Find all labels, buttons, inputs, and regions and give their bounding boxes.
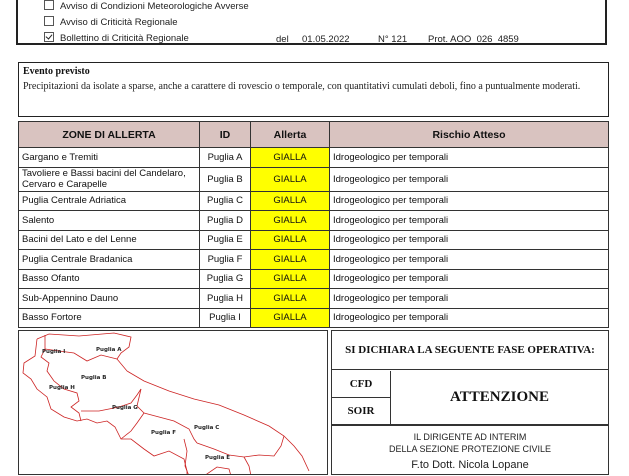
checkbox-row-avviso-criticita[interactable] <box>44 16 178 30</box>
checkbox-label: Bollettino di Criticità Regionale <box>60 33 189 44</box>
expected-risk: Idrogeologico per temporali <box>330 269 609 289</box>
zone-id: Puglia H <box>200 289 251 309</box>
signature-name: F.to Dott. Nicola Lopane <box>411 459 529 471</box>
table-header-row <box>19 122 609 148</box>
zone-id: Puglia I <box>200 308 251 328</box>
zone-name: Bacini del Lato e del Lenne <box>19 230 200 250</box>
bulletin-number: N° 121 <box>378 34 408 45</box>
signature-role-line1: IL DIRIGENTE AD INTERIM <box>413 432 527 442</box>
table-row <box>19 148 609 168</box>
evento-text: Precipitazioni da isolate a sparse, anche a carattere di rovescio o temporale, con quantitativi cumulati deboli, fino a puntualmente moderati. <box>23 81 581 92</box>
checkbox-row-bollettino[interactable] <box>44 32 189 46</box>
alert-level: GIALLA <box>251 289 330 309</box>
del-label: del <box>276 34 289 45</box>
checkbox-row-avviso-meteo[interactable] <box>44 0 249 14</box>
zone-id: Puglia D <box>200 211 251 231</box>
expected-risk: Idrogeologico per temporali <box>330 250 609 270</box>
signature-role-line2: DELLA SEZIONE PROTEZIONE CIVILE <box>388 444 552 454</box>
map-label-puglia-i: Puglia I <box>42 349 66 355</box>
checkbox-bollettino-checked[interactable] <box>44 32 54 42</box>
zone-name: Basso Ofanto <box>19 269 200 289</box>
zone-name: Gargano e Tremiti <box>19 148 200 168</box>
alert-level: GIALLA <box>251 148 330 168</box>
border-g-c <box>144 413 197 443</box>
expected-risk: Idrogeologico per temporali <box>330 230 609 250</box>
alert-level: GIALLA <box>251 308 330 328</box>
map-labels <box>42 347 230 461</box>
table-row <box>19 250 609 270</box>
fase-title: SI DICHIARA LA SEGUENTE FASE OPERATIVA: <box>332 331 608 370</box>
alert-level: GIALLA <box>251 167 330 191</box>
expected-risk: Idrogeologico per temporali <box>330 211 609 231</box>
table-row <box>19 167 609 191</box>
table-row <box>19 289 609 309</box>
map-label-puglia-e: Puglia E <box>205 455 231 461</box>
fase-operativa-box <box>331 330 609 475</box>
map-label-puglia-c: Puglia C <box>194 425 220 431</box>
checkbox-label: Avviso di Condizioni Meteorologiche Avverse <box>60 1 249 12</box>
border-e3 <box>204 467 231 475</box>
soir-label: SOIR <box>332 398 391 424</box>
header-alert: Allerta <box>251 122 330 148</box>
zone-id: Puglia E <box>200 230 251 250</box>
zone-name: Basso Fortore <box>19 308 200 328</box>
expected-risk: Idrogeologico per temporali <box>330 308 609 328</box>
cfd-label: CFD <box>332 371 391 398</box>
table-row <box>19 308 609 328</box>
alert-level: GIALLA <box>251 191 330 211</box>
table-row <box>19 211 609 231</box>
alert-level: GIALLA <box>251 211 330 231</box>
border-f <box>197 436 284 457</box>
fase-value: ATTENZIONE <box>450 389 549 405</box>
zone-name: Sub-Appennino Dauno <box>19 289 200 309</box>
map-label-puglia-g: Puglia G <box>112 405 138 411</box>
evento-previsto-box <box>18 62 609 117</box>
checkbox-avviso-criticita[interactable] <box>44 16 54 26</box>
zone-name: Puglia Centrale Adriatica <box>19 191 200 211</box>
checkbox-label: Avviso di Criticità Regionale <box>60 17 178 28</box>
zone-borders <box>23 333 309 475</box>
table-row <box>19 230 609 250</box>
alert-level: GIALLA <box>251 230 330 250</box>
border-g <box>121 389 144 439</box>
map-label-puglia-h: Puglia H <box>49 385 75 391</box>
expected-risk: Idrogeologico per temporali <box>330 191 609 211</box>
header-risk: Rischio Atteso <box>330 122 609 148</box>
alert-zones-map <box>18 330 328 475</box>
zone-name: Puglia Centrale Bradanica <box>19 250 200 270</box>
puglia-map-svg <box>19 331 328 475</box>
zone-id: Puglia F <box>200 250 251 270</box>
alert-zones-table <box>18 121 609 328</box>
header-id: ID <box>200 122 251 148</box>
header-zone: ZONE DI ALLERTA <box>19 122 200 148</box>
signature-block <box>332 424 608 476</box>
border-i-h <box>41 335 81 421</box>
zone-name: Tavoliere e Bassi bacini del Candelaro, Cervaro e Carapelle <box>19 167 200 191</box>
alert-level: GIALLA <box>251 250 330 270</box>
expected-risk: Idrogeologico per temporali <box>330 167 609 191</box>
bulletin-protocol: Prot. AOO_026_4859 <box>428 34 519 45</box>
zone-id: Puglia G <box>200 269 251 289</box>
map-outline-south <box>23 339 187 475</box>
table-row <box>19 191 609 211</box>
map-label-puglia-f: Puglia F <box>151 430 177 436</box>
expected-risk: Idrogeologico per temporali <box>330 289 609 309</box>
zone-id: Puglia A <box>200 148 251 168</box>
expected-risk: Idrogeologico per temporali <box>330 148 609 168</box>
zone-id: Puglia B <box>200 167 251 191</box>
zone-id: Puglia C <box>200 191 251 211</box>
zone-name: Salento <box>19 211 200 231</box>
bulletin-date: 01.05.2022 <box>302 34 350 45</box>
map-label-puglia-b: Puglia B <box>81 375 107 381</box>
bulletin-type-box <box>16 0 607 45</box>
evento-title: Evento previsto <box>23 66 90 77</box>
map-label-puglia-a: Puglia A <box>96 347 122 353</box>
table-row <box>19 269 609 289</box>
border-e2 <box>244 457 251 475</box>
alert-level: GIALLA <box>251 269 330 289</box>
checkbox-avviso-meteo[interactable] <box>44 0 54 10</box>
